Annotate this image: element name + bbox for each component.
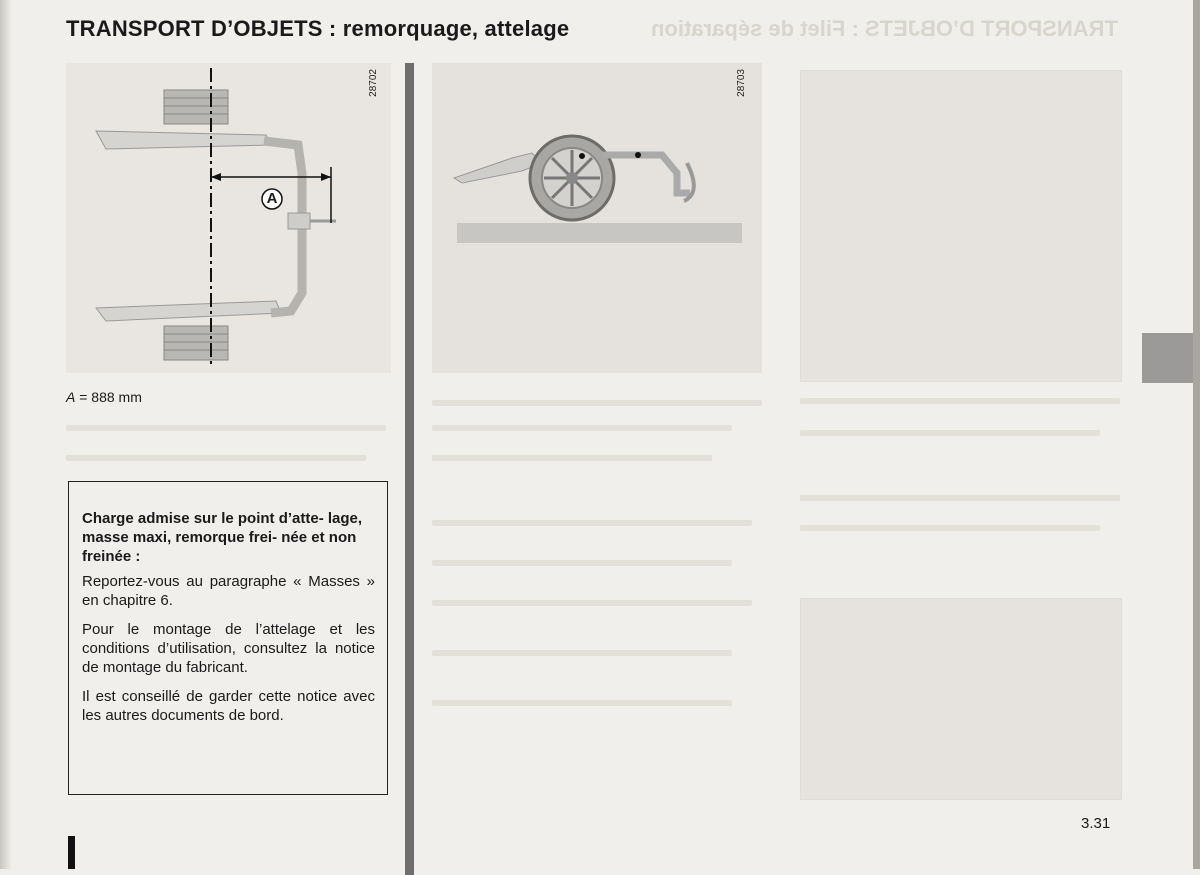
dimension-label-a: A bbox=[266, 190, 278, 207]
note-content bbox=[82, 509, 375, 735]
bleed-through-text bbox=[800, 495, 1120, 501]
bleed-through-text bbox=[432, 520, 752, 526]
bleed-through-text bbox=[432, 425, 732, 431]
bleed-through-text bbox=[432, 560, 732, 566]
bleed-through-text bbox=[432, 600, 752, 606]
bleed-through-figure bbox=[800, 70, 1122, 382]
page-right-edge bbox=[1193, 0, 1200, 869]
column-divider bbox=[405, 63, 414, 875]
bleed-through-warning-box bbox=[800, 598, 1122, 800]
dimension-value: = 888 mm bbox=[75, 389, 142, 405]
bleed-through-text bbox=[432, 455, 712, 461]
note-paragraph: Il est conseillé de garder cette notice avec les autres documents de bord. bbox=[82, 688, 375, 724]
bleed-through-text bbox=[66, 425, 386, 431]
page-number: 3.31 bbox=[1081, 815, 1111, 832]
towbar-side-diagram bbox=[432, 63, 762, 373]
note-heading: Charge admise sur le point d’atte- lage, masse maxi, remorque frei- née et non freinée : bbox=[82, 510, 363, 565]
bleed-through-text bbox=[800, 398, 1120, 404]
bleed-through-text bbox=[432, 700, 732, 706]
towbar-side-view-figure bbox=[432, 63, 762, 373]
towbar-diagram bbox=[66, 63, 391, 373]
bleed-through-text bbox=[66, 455, 366, 461]
figure-number: 28703 bbox=[736, 69, 747, 97]
note-paragraph: Reportez-vous au paragraphe « Masses » en chapitre 6. bbox=[82, 573, 375, 609]
dimension-caption bbox=[66, 389, 142, 405]
figure-number: 28702 bbox=[368, 69, 379, 97]
page-binding-edge bbox=[0, 0, 12, 869]
bleed-through-text bbox=[800, 525, 1100, 531]
bleed-through-title: TRANSPORT D’OBJETS : Filet de séparation bbox=[651, 16, 1118, 41]
chapter-thumb-tab bbox=[1142, 333, 1194, 383]
page-marker-bar bbox=[68, 836, 75, 869]
note-paragraph: Pour le montage de l’attelage et les conditions d’utilisation, consultez la notice de montage du fabricant. bbox=[82, 621, 375, 676]
page-title: TRANSPORT D’OBJETS : remorquage, attelage bbox=[66, 16, 570, 41]
towbar-top-view-figure bbox=[66, 63, 391, 373]
towing-note-box bbox=[68, 481, 388, 795]
bleed-through-text bbox=[800, 430, 1100, 436]
dimension-variable: A bbox=[66, 389, 76, 405]
bleed-through-text bbox=[432, 400, 762, 406]
bleed-through-text bbox=[432, 650, 732, 656]
